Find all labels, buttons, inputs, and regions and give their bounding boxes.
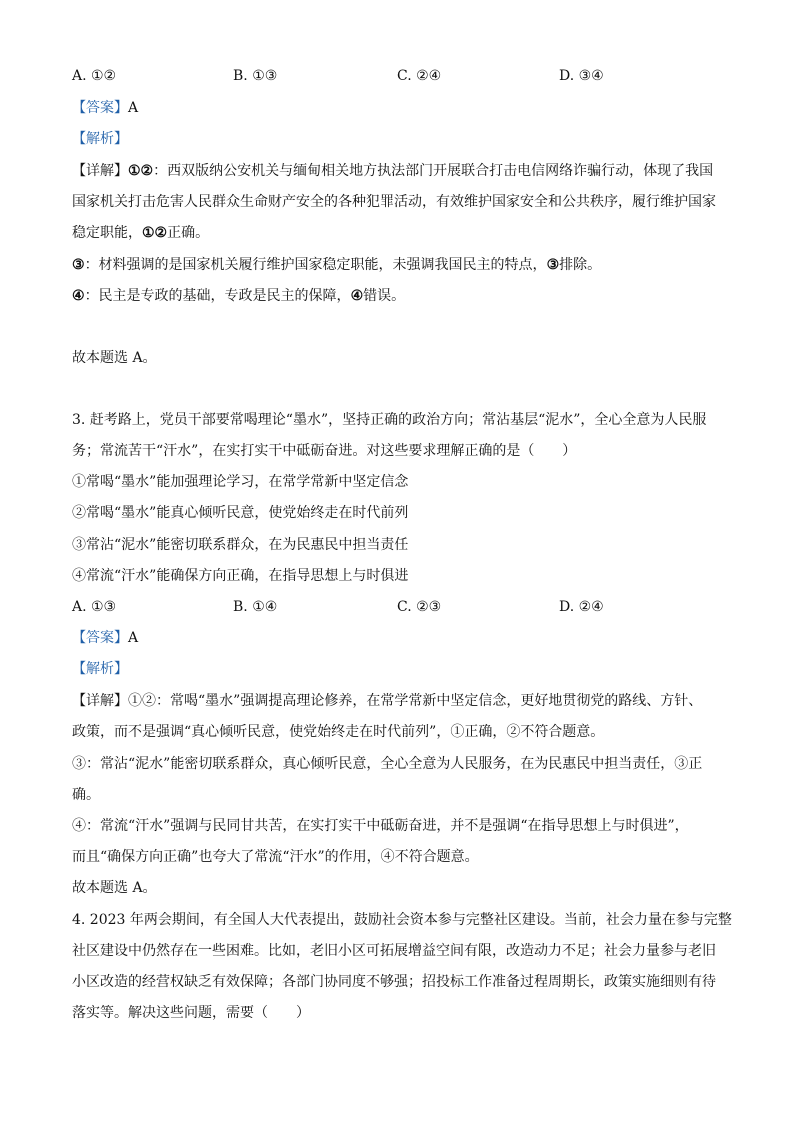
q3-answer — [72, 628, 724, 648]
detail-label: 【详解】 — [72, 693, 128, 709]
point3-end-text: 排除。 — [559, 257, 602, 273]
q3-detail-line-6: 而且“确保方向正确”也夸大了常流“汗水”的作用，④不符合题意。 — [72, 849, 479, 865]
q2-detail-line-1 — [72, 161, 724, 181]
detail-end-marks: ①② — [142, 225, 168, 241]
q4-stem-line-3: 小区改造的经营权缺乏有效保障；各部门协同度不够强；招投标工作准备过程周期长，政策实施细则有待 — [72, 974, 716, 990]
detail-text: 稳定职能， — [72, 225, 142, 241]
point3-text: ：材料强调的是国家机关履行维护国家稳定职能，未强调我国民主的特点， — [84, 257, 547, 273]
q3-stem-line-2: 务；常流苦干“汗水”，在实打实干中砥砺奋进。对这些要求理解正确的是（ ） — [72, 443, 577, 459]
answer-value: A — [128, 630, 139, 646]
q2-conclusion: 故本题选 A。 — [72, 350, 157, 366]
q2-analysis-label: 【解析】 — [72, 131, 128, 147]
q4-stem-line-1: 4. 2023 年两会期间，有全国人大代表提出，鼓励社会资本参与完整社区建设。当前，社会力量在参与完整 — [72, 912, 732, 928]
detail-label: 【详解】 — [72, 163, 128, 179]
q3-option-a: A. ①③ — [72, 599, 117, 615]
q3-detail-line-3: ③：常沾“泥水”能密切联系群众，真心倾听民意，全心全意为人民服务，在为民惠民中担当责任，③正 — [72, 756, 703, 772]
q3-detail-line-1 — [72, 691, 724, 711]
q2-point-3 — [72, 255, 724, 275]
detail-end-text: 正确。 — [167, 225, 210, 241]
q2-answer — [72, 98, 724, 118]
point4-end-text: 错误。 — [363, 288, 406, 304]
detail-marks: ①② — [128, 163, 154, 179]
q4-stem-line-2: 社区建设中仍然存在一些困难。比如，老旧小区可拓展增益空间有限，改造动力不足；社会力量参与老旧 — [72, 943, 716, 959]
point4-end-mark: ④ — [350, 288, 364, 304]
q3-option-b: B. ①④ — [233, 599, 278, 615]
q2-point-4 — [72, 286, 724, 306]
q3-statement-1: ①常喝“墨水”能加强理论学习，在常学常新中坚定信念 — [72, 474, 409, 490]
q3-detail-line-5: ④：常流“汗水”强调与民同甘共苦，在实打实干中砥砺奋进，并不是强调“在指导思想上与时俱进”， — [72, 818, 689, 834]
detail-text: ①②：常喝“墨水”强调提高理论修养，在常学常新中坚定信念，更好地贯彻党的路线、方针、 — [128, 693, 703, 709]
point4-mark: ④ — [72, 288, 85, 304]
q3-analysis-label: 【解析】 — [72, 661, 128, 677]
q3-statement-3: ③常沾“泥水”能密切联系群众，在为民惠民中担当责任 — [72, 537, 409, 553]
q2-option-b: B. ①③ — [233, 68, 278, 84]
point4-text: ：民主是专政的基础，专政是民主的保障， — [84, 288, 351, 304]
point3-end-mark: ③ — [546, 257, 560, 273]
point3-mark: ③ — [72, 257, 85, 273]
q2-detail-line-2: 国家机关打击危害人民群众生命财产安全的各种犯罪活动，有效维护国家安全和公共秩序，履行维护国家 — [72, 194, 716, 210]
q3-statement-2: ②常喝“墨水”能真心倾听民意，使党始终走在时代前列 — [72, 505, 409, 521]
q2-detail-line-3 — [72, 223, 724, 243]
q2-option-d: D. ③④ — [559, 68, 604, 84]
answer-value: A — [128, 100, 139, 116]
q3-option-c: C. ②③ — [397, 599, 442, 615]
answer-label: 【答案】 — [72, 630, 128, 646]
q3-detail-line-4: 确。 — [72, 787, 100, 803]
q3-conclusion: 故本题选 A。 — [72, 880, 157, 896]
q3-option-d: D. ②④ — [559, 599, 604, 615]
q2-option-a: A. ①② — [72, 68, 117, 84]
q3-statement-4: ④常流“汗水”能确保方向正确，在指导思想上与时俱进 — [72, 568, 409, 584]
q4-stem-line-4: 落实等。解决这些问题，需要（ ） — [72, 1005, 310, 1021]
q2-option-c: C. ②④ — [397, 68, 442, 84]
answer-label: 【答案】 — [72, 100, 128, 116]
q3-detail-line-2: 政策，而不是强调“真心倾听民意，使党始终走在时代前列”，①正确，②不符合题意。 — [72, 724, 605, 740]
detail-text: ：西双版纳公安机关与缅甸相关地方执法部门开展联合打击电信网络诈骗行动，体现了我国 — [153, 163, 714, 179]
q3-stem-line-1: 3. 赶考路上，党员干部要常喝理论“墨水”，坚持正确的政治方向；常沾基层“泥水”，全心全意为人民服 — [72, 412, 707, 428]
